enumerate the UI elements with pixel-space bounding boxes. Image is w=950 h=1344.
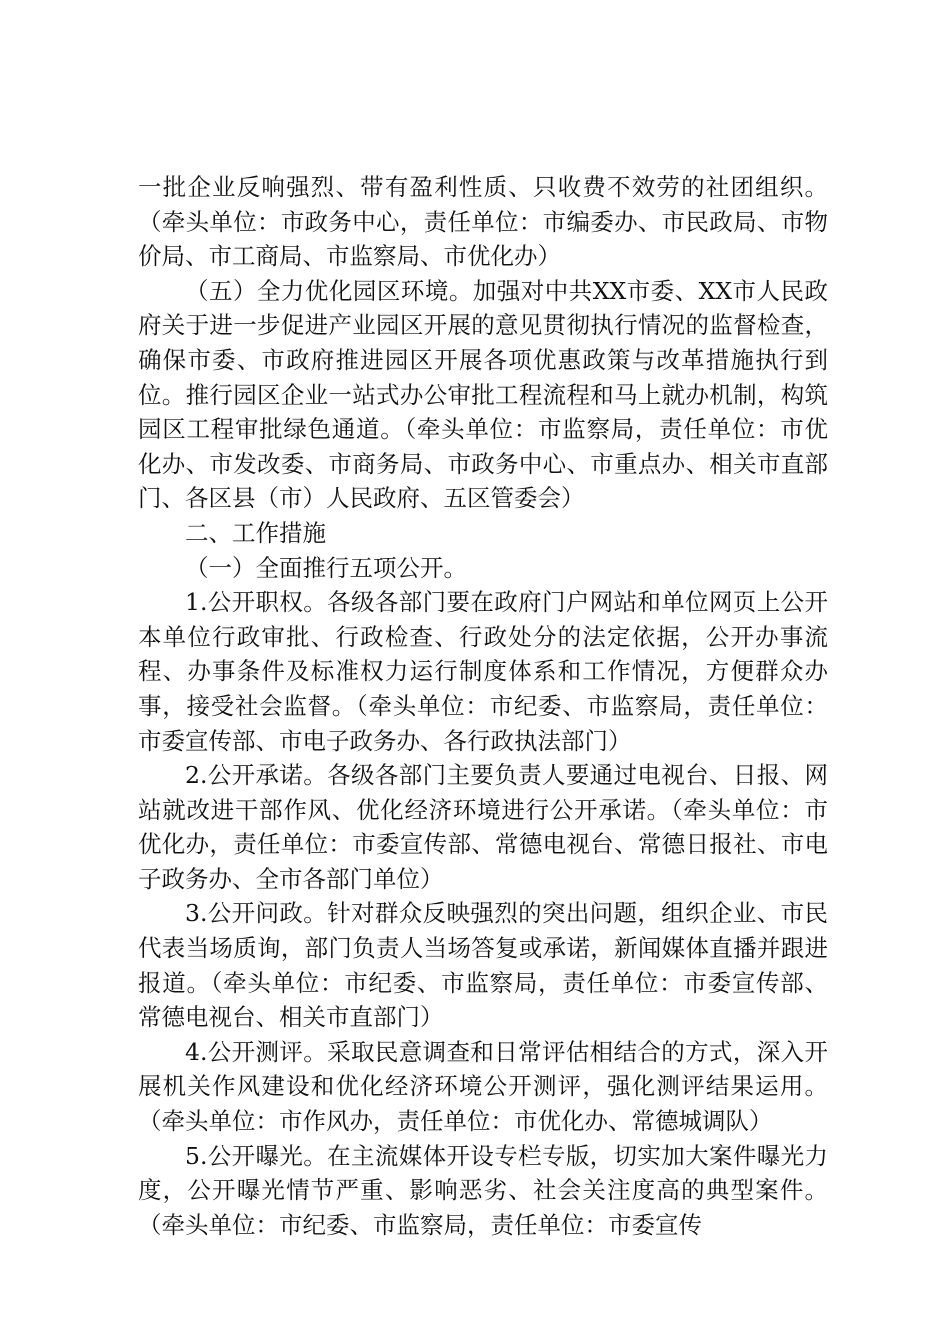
subsection-heading: （一）全面推行五项公开。 (185, 553, 467, 582)
paragraph-item-2: 2.公开承诺。各级各部门主要负责人要通过电视台、日报、网站就改进干部作风、优化经济环境进行公开承诺。（牵头单位：市优化办，责任单位：市委宣传部、常德电视台、常德日报社、市电子政务办、全市各部门单位） (138, 761, 828, 893)
paragraph-1: 一批企业反响强烈、带有盈利性质、只收费不效劳的社团组织。（牵头单位：市政务中心，责任单位：市编委办、市民政局、市物价局、市工商局、市监察局、市优化办） (138, 173, 828, 271)
section-heading: 二、工作措施 (185, 518, 326, 547)
paragraph-item-1: 1.公开职权。各级各部门要在政府门户网站和单位网页上公开本单位行政审批、行政检查、行政处分的法定依据，公开办事流程、办事条件及标准权力运行制度体系和工作情况，方便群众办事，接受社会监督。（牵头单位：市纪委、市监察局，责任单位：市委宣传部、市电子政务办、各行政执法部门） (138, 588, 828, 755)
paragraph-2: （五）全力优化园区环境。加强对中共XX市委、XX市人民政府关于进一步促进产业园区开展的意见贯彻执行情况的监督检查，确保市委、市政府推进园区开展各项优惠政策与改革措施执行到位。推行园区企业一站式办公审批工程流程和马上就办机制，构筑园区工程审批绿色通道。（牵头单位：市监察局，责任单位：市优化办、市发改委、市商务局、市政务中心、市重点办、相关市直部门、各区县（市）人民政府、五区管委会） (138, 276, 828, 513)
paragraph-item-4: 4.公开测评。采取民意调查和日常评估相结合的方式，深入开展机关作风建设和优化经济环境公开测评，强化测评结果运用。（牵头单位：市作风办，责任单位：市优化办、常德城调队） (138, 1037, 828, 1136)
paragraph-item-3: 3.公开问政。针对群众反映强烈的突出问题，组织企业、市民代表当场质询，部门负责人当场答复或承诺，新闻媒体直播并跟进报道。（牵头单位：市纪委、市监察局，责任单位：市委宣传部、常德电视台、相关市直部门） (138, 899, 828, 1032)
document-body (138, 170, 828, 1242)
paragraph-item-5: 5.公开曝光。在主流媒体开设专栏专版，切实加大案件曝光力度，公开曝光情节严重、影响恶劣、社会关注度高的典型案件。（牵头单位：市纪委、市监察局，责任单位：市委宣传 (138, 1141, 828, 1239)
